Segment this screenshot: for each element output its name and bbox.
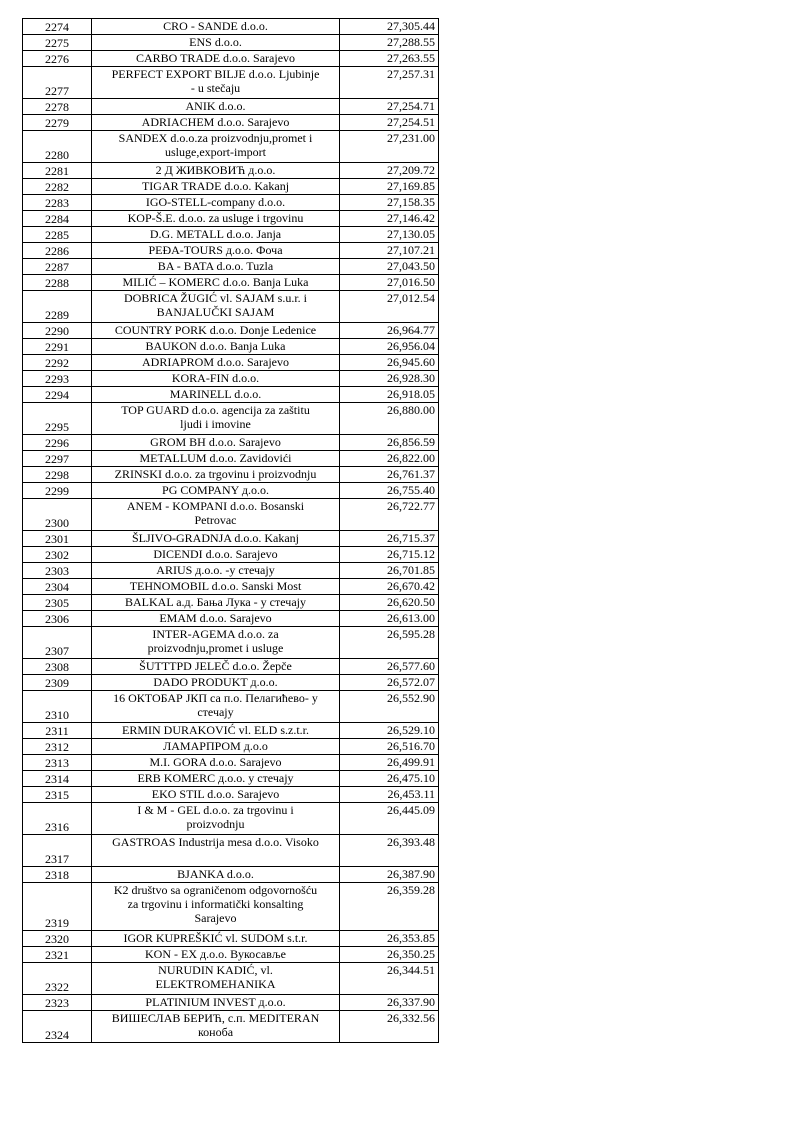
amount: 26,350.25	[340, 947, 439, 963]
table-row	[23, 51, 439, 67]
company-name: ANIK d.o.o.	[92, 99, 340, 115]
company-name: EKO STIL d.o.o. Sarajevo	[92, 787, 340, 803]
company-name: K2 društvo sa ograničenom odgovornošću za trgovinu i informatički konsalting Sarajevo	[92, 883, 340, 931]
company-name: MILIĆ – KOMERC d.o.o. Banja Luka	[92, 275, 340, 291]
amount: 27,043.50	[340, 259, 439, 275]
company-name: ŠUTTTPD JELEČ d.o.o. Žepče	[92, 659, 340, 675]
amount: 26,945.60	[340, 355, 439, 371]
amount: 27,158.35	[340, 195, 439, 211]
row-number: 2304	[23, 579, 92, 595]
amount: 26,393.48	[340, 835, 439, 867]
amount: 26,344.51	[340, 963, 439, 995]
row-number: 2323	[23, 995, 92, 1011]
table-row	[23, 499, 439, 531]
amount: 26,332.56	[340, 1011, 439, 1043]
row-number: 2289	[23, 291, 92, 323]
amount: 27,130.05	[340, 227, 439, 243]
row-number: 2297	[23, 451, 92, 467]
amount: 26,918.05	[340, 387, 439, 403]
table-row	[23, 67, 439, 99]
amount: 26,337.90	[340, 995, 439, 1011]
company-name: BJANKA d.o.o.	[92, 867, 340, 883]
table-row	[23, 163, 439, 179]
company-name: DADO PRODUKT д.о.о.	[92, 675, 340, 691]
amount: 26,572.07	[340, 675, 439, 691]
table-row	[23, 739, 439, 755]
amount: 26,499.91	[340, 755, 439, 771]
company-name: M.I. GORA d.o.o. Sarajevo	[92, 755, 340, 771]
table-row	[23, 259, 439, 275]
amount: 27,254.71	[340, 99, 439, 115]
company-name: 2 Д ЖИВКОВИЋ д.о.о.	[92, 163, 340, 179]
company-name: SANDEX d.o.o.za proizvodnju,promet i usluge,export-import	[92, 131, 340, 163]
row-number: 2287	[23, 259, 92, 275]
table-row	[23, 675, 439, 691]
row-number: 2293	[23, 371, 92, 387]
company-name: MARINELL d.o.o.	[92, 387, 340, 403]
ledger-table	[22, 18, 439, 1043]
row-number: 2298	[23, 467, 92, 483]
company-name: PERFECT EXPORT BILJE d.o.o. Ljubinje - u stečaju	[92, 67, 340, 99]
company-name: TOP GUARD d.o.o. agencija za zaštitu ljudi i imovine	[92, 403, 340, 435]
row-number: 2292	[23, 355, 92, 371]
row-number: 2308	[23, 659, 92, 675]
table-row	[23, 435, 439, 451]
table-row	[23, 355, 439, 371]
company-name: NURUDIN KADIĆ, vl. ELEKTROMEHANIKA	[92, 963, 340, 995]
company-name: ERB KOMERC д.о.о. у стечају	[92, 771, 340, 787]
table-row	[23, 595, 439, 611]
row-number: 2322	[23, 963, 92, 995]
row-number: 2302	[23, 547, 92, 563]
row-number: 2281	[23, 163, 92, 179]
table-row	[23, 451, 439, 467]
company-name: CRO - SANDE d.o.o.	[92, 19, 340, 35]
company-name: 16 ОКТОБАР ЈКП са п.о. Пелагићево- у стечају	[92, 691, 340, 723]
company-name: ENS d.o.o.	[92, 35, 340, 51]
row-number: 2321	[23, 947, 92, 963]
row-number: 2279	[23, 115, 92, 131]
company-name: EMAM d.o.o. Sarajevo	[92, 611, 340, 627]
table-row	[23, 931, 439, 947]
amount: 27,146.42	[340, 211, 439, 227]
table-row	[23, 403, 439, 435]
company-name: KON - EX д.о.о. Вукосавље	[92, 947, 340, 963]
row-number: 2283	[23, 195, 92, 211]
table-row	[23, 179, 439, 195]
company-name: BAUKON d.o.o. Banja Luka	[92, 339, 340, 355]
amount: 26,701.85	[340, 563, 439, 579]
table-row	[23, 211, 439, 227]
table-row	[23, 659, 439, 675]
row-number: 2282	[23, 179, 92, 195]
amount: 27,257.31	[340, 67, 439, 99]
row-number: 2303	[23, 563, 92, 579]
company-name: ZRINSKI d.o.o. za trgovinu i proizvodnju	[92, 467, 340, 483]
company-name: CARBO TRADE d.o.o. Sarajevo	[92, 51, 340, 67]
amount: 26,552.90	[340, 691, 439, 723]
table-row	[23, 883, 439, 931]
amount: 26,387.90	[340, 867, 439, 883]
table-row	[23, 243, 439, 259]
row-number: 2317	[23, 835, 92, 867]
table-row	[23, 611, 439, 627]
row-number: 2280	[23, 131, 92, 163]
company-name: I & M - GEL d.o.o. za trgovinu i proizvodnju	[92, 803, 340, 835]
table-row	[23, 483, 439, 499]
amount: 27,169.85	[340, 179, 439, 195]
row-number: 2301	[23, 531, 92, 547]
company-name: GROM BH d.o.o. Sarajevo	[92, 435, 340, 451]
table-row	[23, 131, 439, 163]
company-name: ВИШЕСЛАВ БЕРИЋ, с.п. MEDITERAN коноба	[92, 1011, 340, 1043]
company-name: INTER-AGEMA d.o.o. za proizvodnju,promet i usluge	[92, 627, 340, 659]
row-number: 2278	[23, 99, 92, 115]
company-name: COUNTRY PORK d.o.o. Donje Ledenice	[92, 323, 340, 339]
row-number: 2312	[23, 739, 92, 755]
amount: 26,715.12	[340, 547, 439, 563]
amount: 26,445.09	[340, 803, 439, 835]
company-name: KORA-FIN d.o.o.	[92, 371, 340, 387]
table-row	[23, 371, 439, 387]
company-name: KOP-Š.E. d.o.o. za usluge i trgovinu	[92, 211, 340, 227]
row-number: 2319	[23, 883, 92, 931]
table-row	[23, 291, 439, 323]
amount: 27,016.50	[340, 275, 439, 291]
table-row	[23, 579, 439, 595]
row-number: 2284	[23, 211, 92, 227]
table-row	[23, 387, 439, 403]
amount: 26,928.30	[340, 371, 439, 387]
row-number: 2285	[23, 227, 92, 243]
table-row	[23, 115, 439, 131]
amount: 26,359.28	[340, 883, 439, 931]
amount: 26,620.50	[340, 595, 439, 611]
row-number: 2309	[23, 675, 92, 691]
amount: 26,880.00	[340, 403, 439, 435]
row-number: 2306	[23, 611, 92, 627]
company-name: BALKAL а.д. Бања Лука - у стечају	[92, 595, 340, 611]
table-row	[23, 723, 439, 739]
row-number: 2316	[23, 803, 92, 835]
row-number: 2311	[23, 723, 92, 739]
amount: 27,288.55	[340, 35, 439, 51]
table-row	[23, 627, 439, 659]
table-row	[23, 531, 439, 547]
ledger-body	[23, 19, 439, 1043]
amount: 27,305.44	[340, 19, 439, 35]
amount: 26,964.77	[340, 323, 439, 339]
amount: 26,755.40	[340, 483, 439, 499]
amount: 26,516.70	[340, 739, 439, 755]
table-row	[23, 835, 439, 867]
row-number: 2310	[23, 691, 92, 723]
table-row	[23, 1011, 439, 1043]
company-name: ANEM - KOMPANI d.o.o. Bosanski Petrovac	[92, 499, 340, 531]
amount: 27,107.21	[340, 243, 439, 259]
amount: 26,856.59	[340, 435, 439, 451]
table-row	[23, 99, 439, 115]
table-row	[23, 339, 439, 355]
table-row	[23, 467, 439, 483]
row-number: 2313	[23, 755, 92, 771]
company-name: TEHNOMOBIL d.o.o. Sanski Most	[92, 579, 340, 595]
table-row	[23, 755, 439, 771]
company-name: ŠLJIVO-GRADNJA d.o.o. Kakanj	[92, 531, 340, 547]
row-number: 2296	[23, 435, 92, 451]
company-name: IGOR KUPREŠKIĆ vl. SUDOM s.t.r.	[92, 931, 340, 947]
company-name: BA - BATA d.o.o. Tuzla	[92, 259, 340, 275]
company-name: ADRIAPROM d.o.o. Sarajevo	[92, 355, 340, 371]
table-row	[23, 995, 439, 1011]
row-number: 2320	[23, 931, 92, 947]
company-name: IGO-STELL-company d.o.o.	[92, 195, 340, 211]
table-row	[23, 691, 439, 723]
amount: 26,722.77	[340, 499, 439, 531]
row-number: 2276	[23, 51, 92, 67]
table-row	[23, 227, 439, 243]
company-name: ERMIN DURAKOVIĆ vl. ELD s.z.t.r.	[92, 723, 340, 739]
row-number: 2315	[23, 787, 92, 803]
amount: 26,475.10	[340, 771, 439, 787]
table-row	[23, 947, 439, 963]
amount: 26,353.85	[340, 931, 439, 947]
amount: 26,577.60	[340, 659, 439, 675]
amount: 26,613.00	[340, 611, 439, 627]
company-name: DICENDI d.o.o. Sarajevo	[92, 547, 340, 563]
amount: 26,670.42	[340, 579, 439, 595]
row-number: 2324	[23, 1011, 92, 1043]
table-row	[23, 275, 439, 291]
row-number: 2295	[23, 403, 92, 435]
amount: 27,231.00	[340, 131, 439, 163]
amount: 26,529.10	[340, 723, 439, 739]
table-row	[23, 867, 439, 883]
amount: 26,956.04	[340, 339, 439, 355]
amount: 27,209.72	[340, 163, 439, 179]
row-number: 2307	[23, 627, 92, 659]
row-number: 2274	[23, 19, 92, 35]
table-row	[23, 771, 439, 787]
row-number: 2299	[23, 483, 92, 499]
row-number: 2305	[23, 595, 92, 611]
amount: 26,822.00	[340, 451, 439, 467]
company-name: ADRIACHEM d.o.o. Sarajevo	[92, 115, 340, 131]
row-number: 2277	[23, 67, 92, 99]
company-name: DOBRICA ŽUGIĆ vl. SAJAM s.u.r. i BANJALUČKI SAJAM	[92, 291, 340, 323]
table-row	[23, 563, 439, 579]
company-name: PEĐA-TOURS д.о.о. Фоча	[92, 243, 340, 259]
company-name: TIGAR TRADE d.o.o. Kakanj	[92, 179, 340, 195]
company-name: ЛАМАРПРОМ д.о.о	[92, 739, 340, 755]
table-row	[23, 787, 439, 803]
table-row	[23, 19, 439, 35]
amount: 26,595.28	[340, 627, 439, 659]
table-row	[23, 547, 439, 563]
table-row	[23, 195, 439, 211]
amount: 26,761.37	[340, 467, 439, 483]
row-number: 2291	[23, 339, 92, 355]
row-number: 2275	[23, 35, 92, 51]
table-row	[23, 35, 439, 51]
amount: 26,715.37	[340, 531, 439, 547]
row-number: 2294	[23, 387, 92, 403]
amount: 26,453.11	[340, 787, 439, 803]
table-row	[23, 323, 439, 339]
row-number: 2318	[23, 867, 92, 883]
amount: 27,254.51	[340, 115, 439, 131]
row-number: 2288	[23, 275, 92, 291]
table-row	[23, 803, 439, 835]
company-name: PG COMPANY д.о.о.	[92, 483, 340, 499]
row-number: 2300	[23, 499, 92, 531]
amount: 27,263.55	[340, 51, 439, 67]
table-row	[23, 963, 439, 995]
company-name: PLATINIUM INVEST д.о.о.	[92, 995, 340, 1011]
row-number: 2286	[23, 243, 92, 259]
company-name: GASTROAS Industrija mesa d.o.o. Visoko	[92, 835, 340, 867]
company-name: METALLUM d.o.o. Zavidovići	[92, 451, 340, 467]
company-name: D.G. METALL d.o.o. Janja	[92, 227, 340, 243]
company-name: ARIUS д.о.о. -у стечају	[92, 563, 340, 579]
row-number: 2314	[23, 771, 92, 787]
amount: 27,012.54	[340, 291, 439, 323]
row-number: 2290	[23, 323, 92, 339]
